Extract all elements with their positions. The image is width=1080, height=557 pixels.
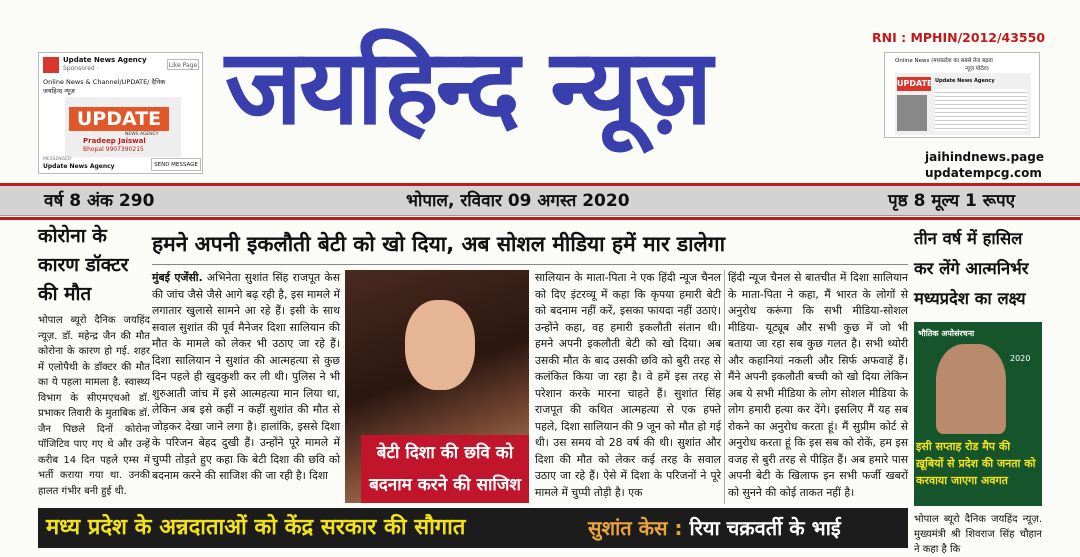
masthead-title: जयहिन्द न्यूज़ [225,25,710,148]
issue-price: पृष्ठ 8 मूल्य 1 रूपए [888,191,1016,211]
ad-left-city: Bhopal 9907390215 [83,146,144,153]
issue-date: भोपाल, रविवार 09 अगस्त 2020 [406,191,630,211]
banner-center [582,508,908,548]
ad-left-line2: जयहिन्द न्यूज़ [43,87,75,95]
main-story-dateline: मुंबई एजेंसी. [152,271,203,284]
ad-right-badge: UPDATE [897,77,931,91]
ad-left-image [65,97,181,157]
ad-left[interactable] [38,52,203,174]
ad-right-image [895,73,1031,135]
right-story-headline: तीन वर्ष में हासिल कर लेंगे आत्मनिर्भर मध्यप्रदेश का लक्ष्य [914,229,1029,308]
headline-rule [152,264,908,265]
ad-right-line1: Online News (मध्यप्रदेश का सबसे तेज बढ़ता [895,58,993,64]
main-headline: हमने अपनी इकलौती बेटी को खो दिया, अब सोशल मीडिया हमें मार डालेगा [152,232,726,256]
send-message-button[interactable]: SEND MESSAGE [151,158,201,171]
banner-left [38,508,582,548]
like-page-button[interactable]: Like Page [167,59,199,70]
left-story-headline: कोरोना के कारण डॉक्टर की मौत [38,225,129,305]
site-url[interactable]: jaihindnews.page [925,150,1044,164]
issue-bar [0,186,1080,216]
left-story-body: भोपाल ब्यूरो दैनिक जयहिंद न्यूज़. डॉ. महेन्द्र जैन की मौत कोरोना के कारण हो गई. शहर में एलोपैथी के डॉक्टर की मौत का ये पहला मामला है. स्वास्थ्य विभाग के सीएमएचओ डॉ. प्रभाकर तिवारी के मुताबिक डॉ. जैन पिछले दिनों कोरोना पॉजिटिव पाए गए थे और उन्हें करीब 14 दिन पहले एम्स में भर्ती कराया गया था. उनकी हालत गंभीर बनी हुई थी. [38,315,150,497]
rni-number: RNI : MPHIN/2012/43550 [872,30,1046,45]
ad-right[interactable] [884,52,1040,138]
column-divider [724,270,725,504]
photo-person [936,344,1006,434]
right-story-body: भोपाल ब्यूरो दैनिक जयहिंद न्यूज़. मुख्यमंत्री श्री शिवराज सिंह चौहान ने कहा है कि [914,514,1042,555]
right-story-photo [914,322,1042,506]
ad-right-agency: Update News Agency [935,78,995,84]
photo-caption [361,435,529,503]
ad-left-badge-sub: NEWS AGENCY [125,132,159,137]
main-story-col2: सालियान के माता-पिता ने एक हिंदी न्यूज चैनल को दिए इंटरव्यू में कहा कि कृपया हमारी बेटी को बदनाम नहीं करें, इसका फायदा नहीं उठाएं। उन्होंने कहा, वह हमारी इकलौती संतान थी। हमने अपनी इकलौती बेटी को खो दिया। अब उसकी मौत के बाद उसकी छवि को बुरी तरह से कलंकित किया जा रहा है। वे हमें इस तरह से परेशान करके मारना चाहते हैं। सुशांत सिंह राजपूत की कथित आत्महत्या से एक हफ्ते पहले, दिशा सालियान की 9 जून को मौत हो गई थी। उस समय वो 28 वर्ष की थी। सुशांत और दिशा की मौत को लेकर कई तरह के सवाल उठाए जा रहे हैं। ऐसे में दिशा के परिजनों ने पूरे मामले में चुप्पी तोड़ी है। एक [535,271,721,499]
bottom-rule [0,217,1080,220]
main-story-col1-text: अभिनेता सुशांत सिंह राजपूत केस की जांच जैसे जैसे आगे बढ़ रही है, इस मामले में लगातार खुलासे सामने आ रहे हैं। इसी के साथ सवाल सुशांत की पूर्व मैनेजर दिशा सालियान की मौत के मामले को लेकर भी उठाए जा रहे हैं। दिशा सालियान ने सुशांत की आत्महत्या से कुछ दिन पहले ही खुदकुशी कर ली थी। पुलिस ने भी शुरुआती जांच में इसे आत्महत्या मान लिया था, लेकिन अब इसे कहीं न कहीं सुशांत की मौत से जोड़कर देखा जाने लगा है। हालांकि, इससे दिशा के परिजन बेहद दुखी हैं। उन्होंने पूरे मामले में चुप्पी तोड़ते हुए कहा कि बेटी दिशा की छवि को बदनाम करने की साजिश की जा रही है। दिशा [152,271,340,482]
ad-left-line1: Online News & Channel/UPDATE/ दैनिक [43,78,166,86]
ad-right-page-lines [935,89,1027,131]
main-story-col1 [152,270,340,506]
site-url-2[interactable]: updatempcg.com [925,166,1042,180]
photo-year: 2020 [1010,354,1031,363]
ad-left-badge: UPDATE [69,107,169,131]
ad-left-messenger: MESSENGER [43,157,72,162]
ad-right-thumbnail [897,95,927,131]
banner-left-text: मध्य प्रदेश के अन्नदाताओं को केंद्र सरकार की सौगात [46,515,466,540]
ad-left-name: Pradeep Jaiswal [83,137,146,145]
ad-right-line2: न्यूज़ पोर्टल) [965,66,989,72]
main-story-col3: हिंदी न्यूज चैनल से बातचीत में दिशा सालियान के माता-पिता ने कहा, मैं भारत के लोगों से अनुरोध करूंगा कि सभी मीडिया-सोशल मीडिया- यूट्यूब और सभी कुछ में जो भी बताया जा रहा सब कुछ गलत है। सभी थ्योरी और कहानियां नकली और सिर्फ अफवाहें हैं। मैंने अपनी इकलौती बच्ची को खो दिया लेकिन अब ये सभी मीडिया के लोग सोशल मीडिया के लोग हमारी हत्या कर देंगे। इसलिए मैं यह सब रोकने का अनुरोध करता हूं। मैं सुप्रीम कोर्ट से अनुरोध करता हूं कि इस सब को रोकें, हम इस वजह से बुरी तरह से पीड़ित हैं। अब हमारे पास अपनी बेटी के खिलाफ इन सभी फर्जी खबरों को सुनने की कोई ताकत नहीं है। [728,271,908,499]
issue-volume: वर्ष 8 अंक 290 [44,191,155,211]
ad-left-sponsored: Sponsored · [63,65,99,72]
photo-tag: भौतिक अपोसंरचना [918,329,975,338]
photo-face [405,300,475,390]
right-photo-caption: इसी सप्ताह रोड मैप की ख़ूबियों से प्रदेश की जनता को करवाया जाएगा अवगत [916,440,1036,487]
story-photo [345,270,529,503]
banner-center-label: सुशांत केस : [588,516,683,540]
banner-center-text: रिया चक्रवर्ती के भाई [689,516,841,540]
ad-left-avatar [43,57,59,73]
ad-left-agency: Update News Agency [63,56,147,64]
photo-caption-text: बेटी दिशा की छवि को बदनाम करने की साजिश [369,443,521,495]
ad-left-agency2: Update News Agency [43,163,115,170]
